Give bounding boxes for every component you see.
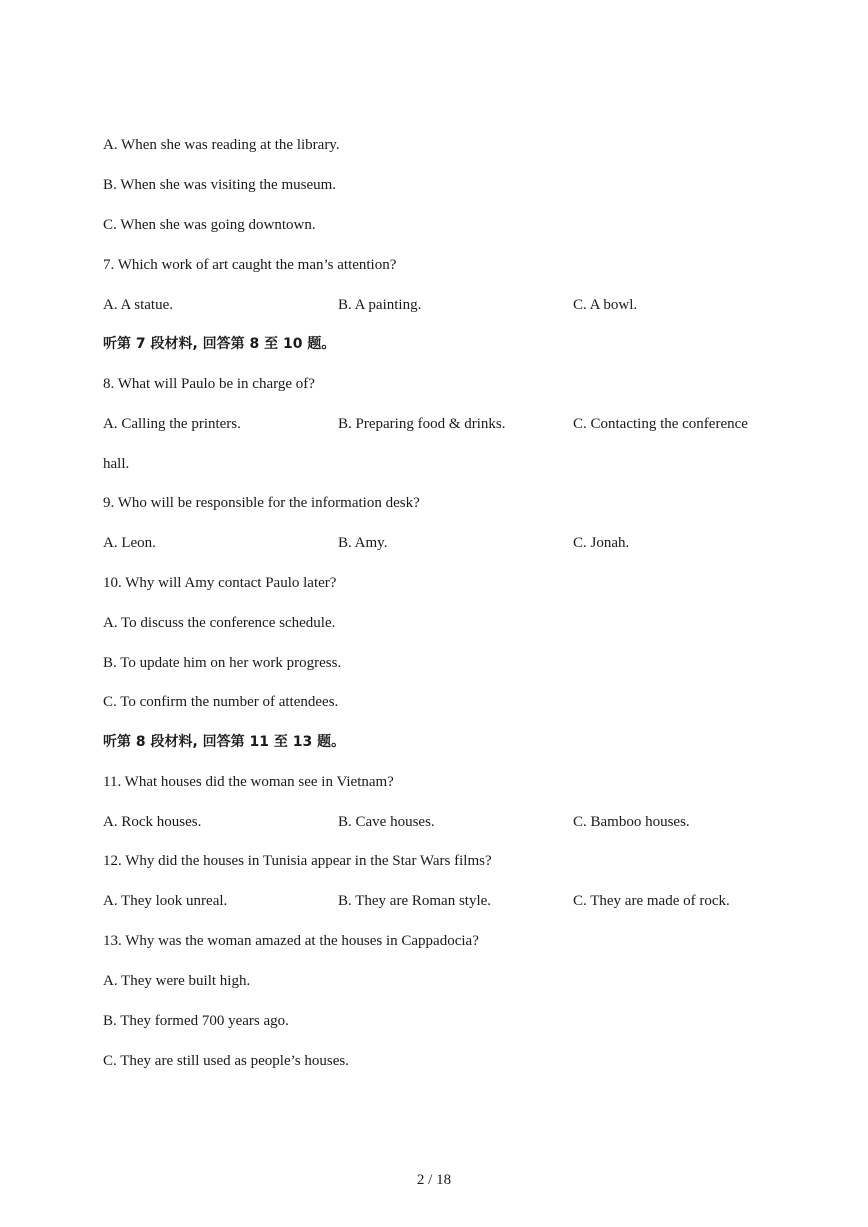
q13-option-a: A. They were built high. (103, 973, 251, 989)
q8-option-c-continuation: hall. (103, 456, 130, 472)
q10-option-c: C. To confirm the number of attendees. (103, 694, 339, 710)
q8-option-b: B. Preparing food & drinks. (338, 416, 506, 432)
q6-option-b: B. When she was visiting the museum. (103, 177, 337, 193)
q11-question: 11. What houses did the woman see in Vietnam? (103, 774, 394, 790)
q9-option-a: A. Leon. (103, 535, 156, 551)
page-number: 2 / 18 (416, 1172, 452, 1188)
q11-option-c: C. Bamboo houses. (573, 814, 690, 830)
q12-option-a: A. They look unreal. (103, 893, 228, 909)
q11-option-b: B. Cave houses. (338, 814, 435, 830)
q12-question: 12. Why did the houses in Tunisia appear in the Star Wars films? (103, 853, 492, 869)
q8-option-c: C. Contacting the conference (573, 416, 748, 432)
q8-option-a: A. Calling the printers. (103, 416, 241, 432)
q13-option-c: C. They are still used as people’s houses. (103, 1053, 349, 1069)
section8-heading: 听第 8 段材料, 回答第 11 至 13 题。 (103, 734, 346, 750)
q13-option-b: B. They formed 700 years ago. (103, 1013, 289, 1029)
q11-options-row (103, 811, 803, 833)
q9-option-b: B. Amy. (338, 535, 388, 551)
q10-option-b: B. To update him on her work progress. (103, 655, 342, 671)
q12-options-row (103, 890, 803, 912)
q13-question: 13. Why was the woman amazed at the houses in Cappadocia? (103, 933, 479, 949)
q9-option-c: C. Jonah. (573, 535, 630, 551)
q7-option-a: A. A statue. (103, 297, 173, 313)
q7-question: 7. Which work of art caught the man’s attention? (103, 257, 397, 273)
q6-option-a: A. When she was reading at the library. (103, 137, 340, 153)
q11-option-a: A. Rock houses. (103, 814, 202, 830)
q9-options-row (103, 532, 803, 554)
q7-option-c: C. A bowl. (573, 297, 638, 313)
q8-question: 8. What will Paulo be in charge of? (103, 376, 315, 392)
q10-question: 10. Why will Amy contact Paulo later? (103, 575, 337, 591)
q7-options-row (103, 294, 803, 316)
q8-options-row (103, 413, 803, 435)
q9-question: 9. Who will be responsible for the information desk? (103, 495, 420, 511)
q10-option-a: A. To discuss the conference schedule. (103, 615, 336, 631)
q12-option-c: C. They are made of rock. (573, 893, 730, 909)
q6-option-c: C. When she was going downtown. (103, 217, 316, 233)
q7-option-b: B. A painting. (338, 297, 422, 313)
q12-option-b: B. They are Roman style. (338, 893, 492, 909)
section7-heading: 听第 7 段材料, 回答第 8 至 10 题。 (103, 336, 336, 352)
